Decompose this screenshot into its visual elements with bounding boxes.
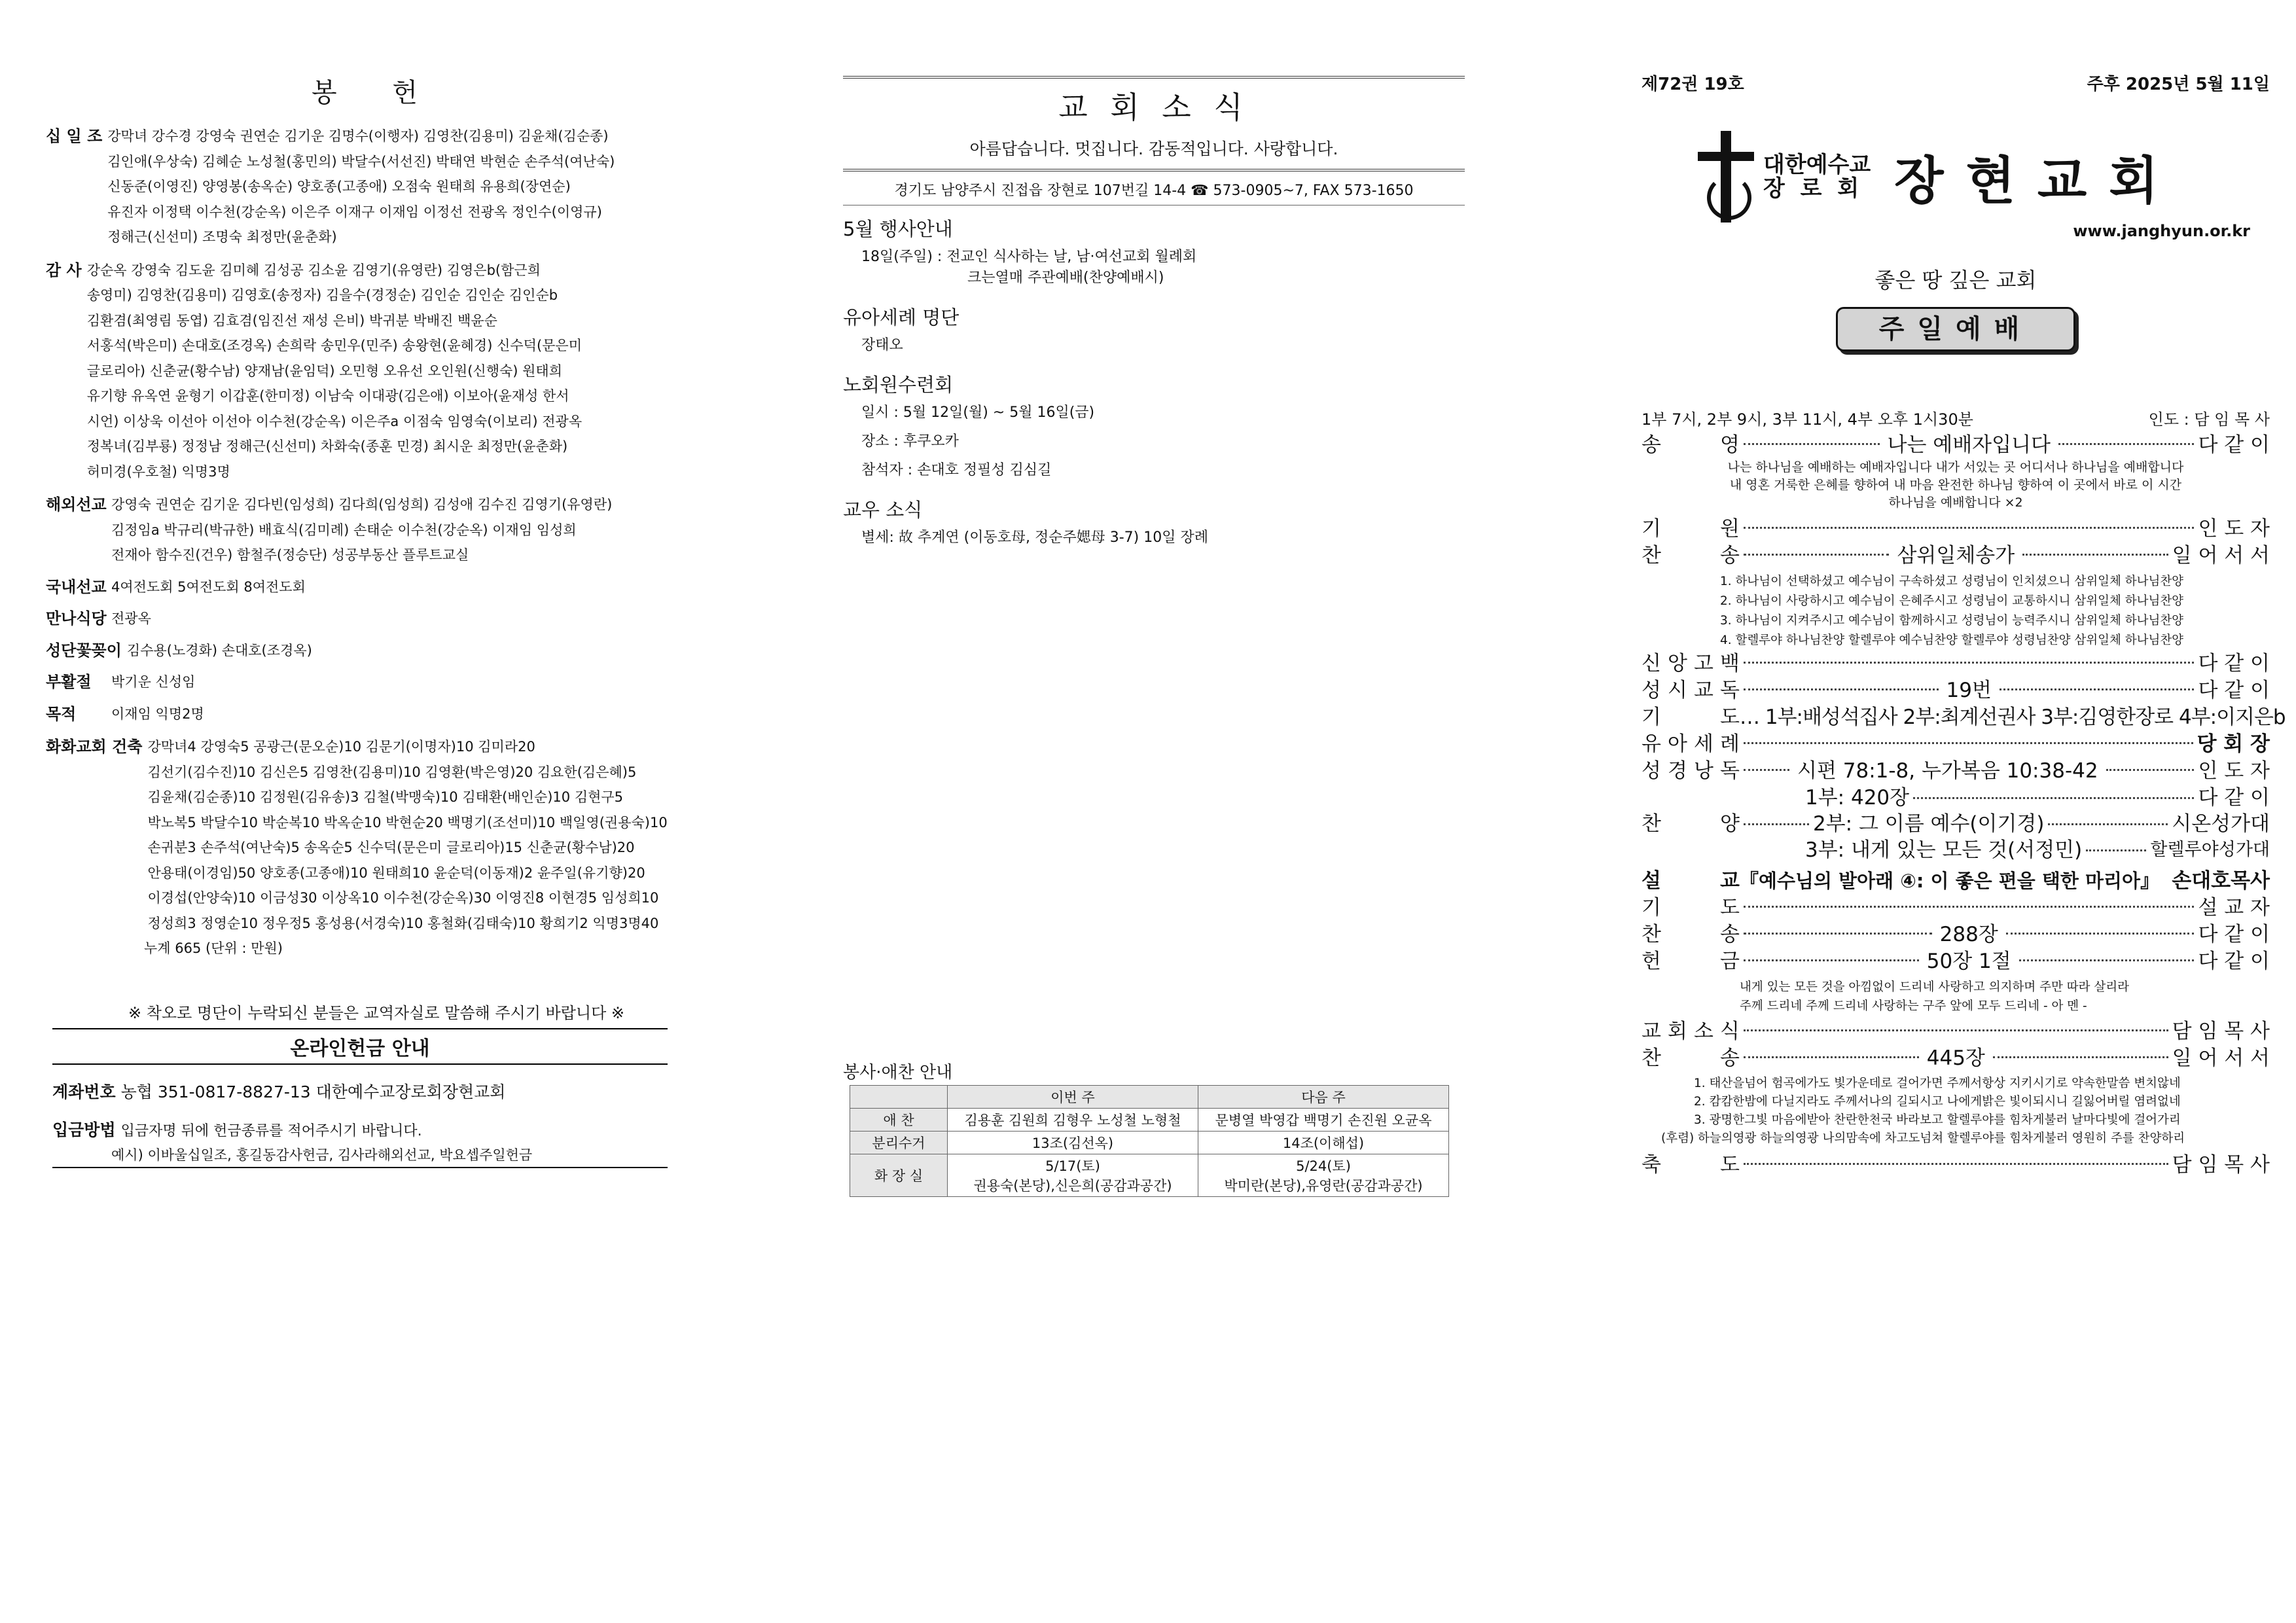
serve-label: 애 찬 <box>850 1109 948 1132</box>
leader-dots <box>1744 742 2193 744</box>
order-content: 시편 78:1-8, 누가복음 10:38-42 <box>1797 759 2098 783</box>
news-line: 일시 : 5월 12일(월) ~ 5월 16일(금) <box>861 404 1095 421</box>
name-line: 손귀분3 손주석(여난숙)5 송옥순5 신수덕(문은미 글로리아)15 신춘균(황수남)20 <box>147 840 635 855</box>
order-who: 일 어 서 서 <box>2172 544 2270 567</box>
leader-dots <box>1744 769 1789 771</box>
account-label: 계좌번호 <box>52 1082 116 1101</box>
order-who: 다 같 이 <box>2198 923 2270 946</box>
offering-total: 누계 665 (단위 : 만원) <box>144 940 283 956</box>
offering-list <box>46 124 707 936</box>
order-who: 인 도 자 <box>2198 759 2270 783</box>
lyrics-block <box>1641 459 2270 512</box>
church-address: 경기도 남양주시 진접읍 장현로 107번길 14-4 ☎ 573-0905~7, FAX 573-1650 <box>843 179 1465 205</box>
lyric-line: 1. 하나님이 선택하셨고 예수님이 구속하셨고 성령님이 인치셨으니 삼위일체 하나님찬양 <box>1720 575 2184 588</box>
serve-this-date: 5/17(토) <box>1045 1158 1100 1174</box>
offering-row <box>46 734 707 936</box>
leader-dots <box>2022 554 2168 556</box>
volume-number: 제72권 19호 <box>1641 75 1744 94</box>
leader-dots <box>1744 906 2194 908</box>
order-who: 다 같 이 <box>2198 433 2270 457</box>
name-line: 강막녀 강수경 강영숙 권연순 김기운 김명수(이행자) 김영찬(김용미) 김윤채(김순종) <box>107 128 609 144</box>
anthem-row <box>1641 811 2270 837</box>
news-line: 별세: 故 추계연 (이동호母, 정순주媤母 3-7) 10일 장례 <box>861 529 1208 546</box>
order-who: 다 같 이 <box>2198 679 2270 702</box>
leader-dots <box>2019 959 2195 961</box>
name-line: 이경섭(안양숙)10 이금성30 이상옥10 이수천(강순옥)30 이영진8 이현경5 임성희10 <box>147 890 659 906</box>
news-header <box>843 76 1465 171</box>
order-item <box>1641 651 2270 677</box>
name-line: 신동준(이영진) 양영봉(송옥순) 양호종(고종애) 오점숙 원태희 유용희(장연순) <box>107 179 571 194</box>
offering-row <box>46 124 707 250</box>
leader-dots <box>2086 849 2146 851</box>
method-row <box>52 1117 668 1141</box>
leader-dots <box>1744 554 1889 556</box>
anthem-who: 다 같 이 <box>2198 786 2270 810</box>
offering-row <box>46 606 707 632</box>
leader-dots <box>1744 688 1939 690</box>
serve-next: 문병열 박영갑 백명기 손진원 오균옥 <box>1198 1109 1449 1132</box>
sermon-row <box>1641 867 2270 895</box>
name-line: 정성희3 정영순10 정우정5 홍성용(서경숙)10 홍철화(김태숙)10 황희기2 익명3명40 <box>147 915 659 931</box>
sermon-title: 『예수님의 발아래 ④: 이 좋은 편을 택한 마리아』 <box>1740 870 2160 892</box>
order-name: 신 앙 고 백 <box>1641 652 1740 675</box>
offering-category: 목적 <box>46 704 77 723</box>
news-line: 장태오 <box>861 337 903 353</box>
order-content: 삼위일체송가 <box>1897 544 2015 567</box>
anthem-who: 할렐루야성가대 <box>2150 840 2270 860</box>
name-line: 글로리아) 신춘균(황수남) 양재남(윤임덕) 오민형 오유선 오인원(신행숙) 원태희 <box>86 363 562 379</box>
lyric-line: 하나님을 예배합니다 ×2 <box>1888 495 2023 510</box>
name-line: 김환겸(최영림 동엽) 김효겸(임진선 재성 은비) 박귀분 박배진 백윤순 <box>86 312 497 329</box>
order-item <box>1641 758 2270 785</box>
news-heading: 노회원수련회 <box>843 374 954 396</box>
serve-header-blank <box>850 1086 948 1109</box>
offering-category: 만나식당 <box>46 609 107 628</box>
news-line: 크는열매 주관예배(찬양예배시) <box>967 270 1164 286</box>
offering-names <box>147 734 707 936</box>
anthem-part: 1부: 420장 <box>1805 786 1910 810</box>
serve-next <box>1198 1154 1449 1197</box>
serve-this: 13조(김선옥) <box>948 1132 1198 1154</box>
online-divider <box>52 1167 668 1168</box>
name-line: 김수용(노경화) 손대호(조경옥) <box>126 642 312 658</box>
order-item <box>1641 948 2270 975</box>
lyric-line: 1. 태산을넘어 험곡에가도 빛가운데로 걸어가면 주께서항상 지키시기로 약속한말씀 변치않네 <box>1694 1077 2181 1090</box>
offering-category: 성단꽃꽂이 <box>46 641 122 660</box>
denomination <box>1763 153 1871 200</box>
offering-category: 해외선교 <box>46 495 107 514</box>
order-who: 담 임 목 사 <box>2172 1020 2270 1043</box>
serve-table <box>850 1085 1449 1197</box>
order-name: 헌 금 <box>1641 950 1740 973</box>
offering-category: 부활절 <box>46 673 92 691</box>
offering-names <box>111 575 707 600</box>
news-heading: 교우 소식 <box>843 499 923 521</box>
order-content: 50장 1절 <box>1926 950 2011 973</box>
order-item <box>1641 677 2270 704</box>
order-who: 다 같 이 <box>2198 652 2270 675</box>
order-name: 유 아 세 례 <box>1641 732 1740 756</box>
lyric-line: 3. 하나님이 지켜주시고 예수님이 함께하시고 성령님이 능력주시니 삼위일체 하나님찬양 <box>1720 614 2184 628</box>
offering-notice: ※ 착오로 명단이 누락되신 분들은 교역자실로 말씀해 주시기 바랍니다 ※ <box>128 1004 625 1022</box>
leader-dots <box>1744 823 1809 825</box>
leader-dots <box>2106 769 2195 771</box>
serve-header-row <box>850 1086 1449 1109</box>
order-name: 송 영 <box>1641 433 1740 457</box>
service-title-badge: 주일예배 <box>1836 307 2075 351</box>
serve-this-names: 권용숙(본당),신은희(공감과공간) <box>973 1178 1172 1194</box>
news-title: 교 회 소 식 <box>1058 90 1249 125</box>
offering-row <box>46 669 707 695</box>
lyrics-block <box>1641 978 2270 1016</box>
leader-dots <box>1913 797 2194 799</box>
name-line: 김정임a 박규리(박규한) 배효식(김미례) 손태순 이수천(강순옥) 이재임 임성희 <box>111 522 577 538</box>
leader-dots <box>1744 1163 2168 1165</box>
order-who: 담 임 목 사 <box>2172 1153 2270 1177</box>
method-value: 입금자명 뒤에 헌금종류를 적어주시기 바랍니다. <box>120 1123 422 1139</box>
order-name: 기 도 <box>1641 896 1740 919</box>
name-line: 서홍석(박은미) 손대호(조경옥) 손희락 송민우(민주) 송왕현(윤혜경) 신수덕(문은미 <box>86 338 582 353</box>
order-name: 성 시 교 독 <box>1641 679 1740 702</box>
order-item <box>1641 432 2270 459</box>
worship-order-list <box>1641 432 2286 1179</box>
offering-names <box>127 638 707 664</box>
order-item <box>1641 895 2270 921</box>
anthem-part: 2부: 그 이름 예수(이기경) <box>1813 812 2045 836</box>
name-line: 유진자 이정택 이수천(강순옥) 이은주 이재구 이재임 이정선 전광옥 정인수(이영규) <box>107 204 602 220</box>
name-line: 박노복5 박달수10 박순복10 박옥순10 박현순20 백명기(조선미)10 백일영(권용숙)10 <box>147 814 668 830</box>
order-name: 교 회 소 식 <box>1641 1020 1740 1043</box>
service-times: 1부 7시, 2부 9시, 3부 11시, 4부 오후 1시30분 <box>1641 410 1973 429</box>
name-line: 송영미) 김영찬(김용미) 김영호(송정자) 김을수(경정순) 김인순 김인순 김인순b <box>86 287 558 303</box>
anthem-who: 시온성가대 <box>2172 812 2270 836</box>
name-line: 시언) 이상욱 이선아 이선아 이수천(강순옥) 이은주a 이점숙 임영숙(이보리) 전광옥 <box>86 413 583 429</box>
lyric-line: 나는 하나님을 예배하는 예배자입니다 내가 서있는 곳 어디서나 하나님을 예배합니다 <box>1727 460 2184 474</box>
name-line: 4여전도회 5여전도회 8여전도회 <box>111 579 306 595</box>
offering-names <box>111 606 707 632</box>
offering-names <box>87 258 707 485</box>
order-who: 인 도 자 <box>2198 517 2270 541</box>
lyric-line: 내게 있는 모든 것을 아낌없이 드리네 사랑하고 의지하며 주만 따라 살리라 <box>1740 980 2129 994</box>
leader-dots <box>2006 933 2195 935</box>
serve-this: 김용훈 김원희 김형우 노성철 노형철 <box>948 1109 1198 1132</box>
lyric-line: 4. 할렐루야 하나님찬양 할렐루야 예수님찬양 할렐루야 성령님찬양 삼위일체 하나님찬양 <box>1720 633 2184 647</box>
lyrics-block <box>1641 1075 2270 1148</box>
name-line: 김인애(우상숙) 김혜순 노성철(홍민의) 박달수(서선진) 박태연 박현순 손주석(여난숙) <box>107 153 615 169</box>
bulletin-header <box>1641 71 2270 95</box>
worship-order-section <box>1641 0 2286 1179</box>
name-line: 이재임 익명2명 <box>111 705 204 722</box>
lyric-line: 2. 캄캄한밤에 다닐지라도 주께서나의 길되시고 나에게밝은 빛이되시니 길잃어버릴 염려없네 <box>1694 1095 2181 1109</box>
leader-dots <box>2048 823 2168 825</box>
name-line: 김윤채(김순종)10 김정원(김유송)3 김철(박맹숙)10 김태환(배인순)10 김현구5 <box>147 789 624 805</box>
sermon-preacher: 손대호목사 <box>2172 869 2270 893</box>
name-line: 김선기(김수진)10 김신은5 김영찬(김용미)10 김영환(박은영)20 김요한(김은혜)5 <box>147 764 637 780</box>
news-line: 장소 : 후쿠오카 <box>861 433 959 450</box>
anthem-part: 3부: 내게 있는 모든 것(서정민) <box>1805 838 2083 862</box>
lyric-line: (후렴) 하늘의영광 하늘의영광 나의맘속에 차고도넘쳐 할렐루야를 힘차게불러 영원히 주를 찬양하리 <box>1661 1132 2185 1145</box>
offering-names <box>111 702 707 727</box>
name-line: 정해근(신선미) 조명숙 최정만(윤춘화) <box>107 229 337 245</box>
order-item <box>1641 516 2270 543</box>
lyric-line: 내 영혼 거룩한 은혜를 향하여 내 마음 완전한 하나님 향하여 이 곳에서 바로 이 시간 <box>1729 478 2182 492</box>
account-row <box>52 1079 668 1103</box>
news-heading: 5월 행사안내 <box>843 218 953 240</box>
offering-row <box>46 702 707 727</box>
church-url[interactable]: www.janghyun.or.kr <box>2073 222 2250 240</box>
order-name: 찬 송 <box>1641 923 1740 946</box>
anthem-row <box>1641 837 2270 863</box>
serve-label: 분리수거 <box>850 1132 948 1154</box>
service-leader: 인도 : 담 임 목 사 <box>2148 410 2270 429</box>
offering-row <box>46 492 707 568</box>
leader-dots <box>1744 1056 1919 1058</box>
anthem-block <box>1641 785 2270 863</box>
leader-dots <box>1744 527 2194 529</box>
order-name: 기 도 <box>1641 705 1740 729</box>
lyrics-block <box>1641 572 2270 651</box>
order-item <box>1641 1018 2270 1045</box>
offering-category: 화화교회 건축 <box>46 738 143 756</box>
leader-dots <box>1744 443 1880 445</box>
online-offering-box <box>52 1028 668 1168</box>
order-item <box>1641 731 2270 758</box>
name-line: 강막녀4 강영숙5 공광근(문오순)10 김문기(이명자)10 김미라20 <box>147 739 535 755</box>
name-line: 유기향 유옥연 윤형기 이갑훈(한미정) 이남숙 이대광(김은애) 이보아(윤재성 한서 <box>86 388 569 404</box>
name-line: 전재아 함수진(건우) 함철주(정승단) 성공부동산 플루트교실 <box>111 547 469 563</box>
order-name: 찬 송 <box>1641 1046 1740 1070</box>
leader-dots <box>2058 443 2195 445</box>
denomination-line1: 대한예수교 <box>1763 152 1871 178</box>
leader-dots <box>1744 1029 2168 1031</box>
order-item <box>1641 543 2270 569</box>
lyric-line: 2. 하나님이 사랑하시고 예수님이 은혜주시고 성령님이 교통하시니 삼위일체 하나님찬양 <box>1720 594 2184 608</box>
serve-header-next: 다음 주 <box>1198 1086 1449 1109</box>
serve-header-this: 이번 주 <box>948 1086 1198 1109</box>
prayer-leaders: 1부:배성석집사 2부:최계선권사 3부:김영한장로 4부:이지은b <box>1765 705 2286 729</box>
offering-row <box>46 258 707 485</box>
offering-row <box>46 638 707 664</box>
order-content: 288장 <box>1939 923 1998 946</box>
bulletin-date: 주후 2025년 5월 11일 <box>2087 75 2270 94</box>
name-line: 강순옥 강영숙 김도윤 김미혜 김성공 김소윤 김영기(유영란) 김영은b(함근희 <box>86 262 541 278</box>
table-row <box>850 1132 1449 1154</box>
order-name: 설 교 <box>1641 869 1740 893</box>
church-news-section <box>843 0 1465 1623</box>
lyric-line: 3. 광명한그빛 마음에받아 찬란한천국 바라보고 할렐루야를 힘차게불러 날마다빛에 걸어가리 <box>1694 1113 2181 1127</box>
name-line: 안용태(이경임)50 양호종(고종애)10 원태희10 윤순덕(이동재)2 윤주일(유기향)20 <box>147 865 645 881</box>
order-item <box>1641 1045 2270 1072</box>
order-who: 당 회 장 <box>2197 732 2270 756</box>
online-offering-title: 온라인헌금 안내 <box>52 1028 668 1065</box>
serve-title: 봉사·애찬 안내 <box>843 1063 953 1082</box>
leader-dots <box>2000 688 2195 690</box>
table-row <box>850 1109 1449 1132</box>
table-row <box>850 1154 1449 1197</box>
order-name: 찬 송 <box>1641 544 1740 567</box>
offering-title: 봉 헌 <box>312 78 441 108</box>
church-name: 장현교회 <box>1894 151 2181 211</box>
leader-dots <box>1744 662 2194 664</box>
serve-this <box>948 1154 1198 1197</box>
offering-section <box>46 0 707 1168</box>
name-line: 정복녀(김부룡) 정정남 정해근(신선미) 차화숙(종훈 민경) 최시운 최정만(윤춘화) <box>86 438 568 454</box>
cross-icon <box>1698 131 1754 223</box>
church-logo <box>1698 128 2270 226</box>
order-item <box>1641 704 2286 731</box>
serve-next-names: 박미란(본당),유영란(공감과공간) <box>1224 1178 1423 1194</box>
order-name: 찬 양 <box>1641 812 1740 836</box>
news-line: 18일(주일) : 전교인 식사하는 날, 남·여선교회 월례회 <box>861 249 1197 265</box>
order-who: 설 교 자 <box>2198 896 2270 919</box>
order-name: 성 경 낭 독 <box>1641 759 1740 783</box>
name-line: 허미경(우호철) 익명3명 <box>86 463 230 480</box>
offering-category: 국내선교 <box>46 577 107 596</box>
leader-dots <box>1744 933 1932 935</box>
order-content: 나는 예배자입니다 <box>1887 433 2051 457</box>
anthem-row <box>1641 785 2270 811</box>
name-line: 박기운 신성임 <box>111 674 196 690</box>
denomination-line2: 장 로 회 <box>1763 175 1863 202</box>
order-item <box>1641 1152 2270 1179</box>
leader-dots <box>1744 959 1919 961</box>
offering-names <box>111 669 707 695</box>
news-list <box>843 215 1465 548</box>
news-slogan: 아름답습니다. 멋집니다. 감동적입니다. 사랑합니다. <box>843 136 1465 171</box>
serve-next-date: 5/24(토) <box>1296 1158 1351 1174</box>
method-label: 입금방법 <box>52 1120 116 1139</box>
order-who: 일 어 서 서 <box>2172 1046 2270 1070</box>
serve-next: 14조(이해섭) <box>1198 1132 1449 1154</box>
offering-row <box>46 575 707 600</box>
offering-names <box>107 124 707 250</box>
offering-category: 십 일 조 <box>46 127 103 145</box>
offering-names <box>111 492 707 568</box>
service-times-row <box>1641 406 2270 429</box>
order-who: 다 같 이 <box>2198 950 2270 973</box>
order-name: 축 도 <box>1641 1153 1740 1177</box>
news-line: 참석자 : 손대호 정필성 김심길 <box>861 462 1052 478</box>
church-motto: 좋은 땅 깊은 교회 <box>1874 268 2037 293</box>
news-heading: 유아세례 명단 <box>843 306 960 329</box>
name-line: 전광옥 <box>111 611 151 626</box>
offering-category: 감 사 <box>46 260 82 279</box>
leader-dots <box>1993 1056 2168 1058</box>
name-line: 강영숙 권연순 김기운 김다빈(임성희) 김다희(임성희) 김성애 김수진 김영기(유영란) <box>111 497 613 512</box>
lyric-line: 주께 드리네 주께 드리네 사랑하는 구주 앞에 모두 드리네 - 아 멘 - <box>1740 999 2087 1013</box>
order-content: 445장 <box>1926 1046 1985 1070</box>
serve-label: 화 장 실 <box>850 1154 948 1197</box>
order-item <box>1641 921 2270 948</box>
order-content: 19번 <box>1946 679 1992 702</box>
method-example: 예시) 이바울십일조, 홍길동감사헌금, 김사라해외선교, 박요셉주일헌금 <box>111 1147 533 1163</box>
order-name: 기 원 <box>1641 517 1740 541</box>
account-value: 농협 351-0817-8827-13 대한예수교장로회장현교회 <box>120 1082 506 1101</box>
order-content: … 1부:배성석집사 2부:최계선권사 3부:김영한장로 4부:이지은b <box>1740 705 2286 729</box>
